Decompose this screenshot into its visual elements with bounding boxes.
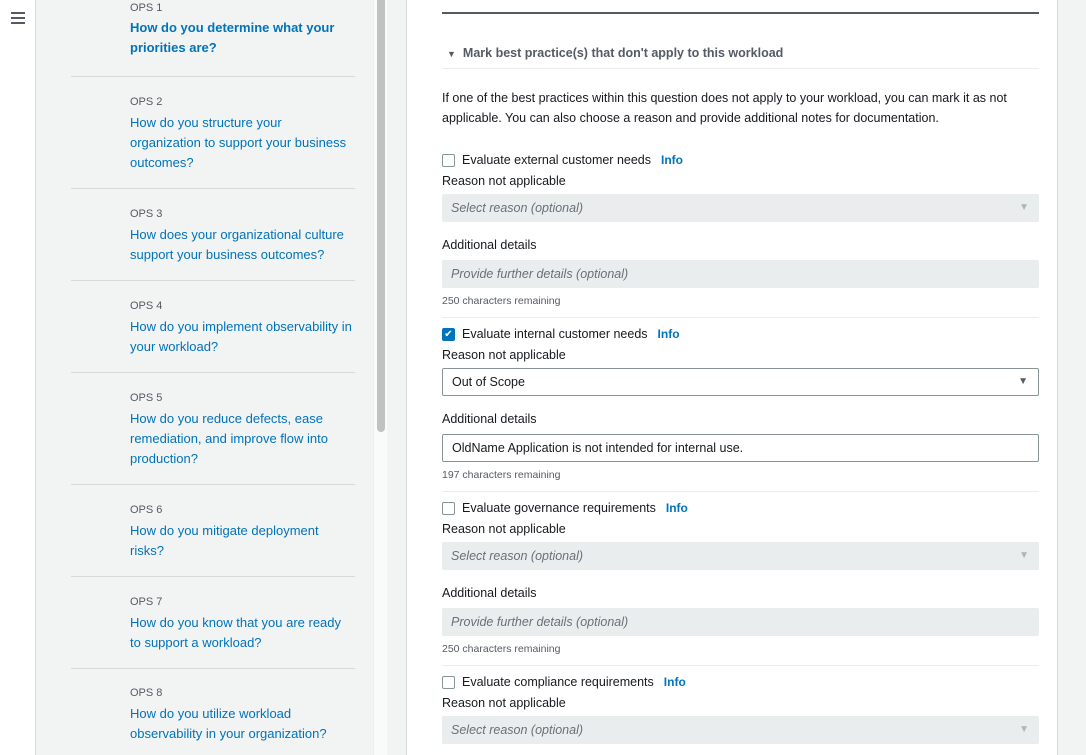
input-placeholder: Provide further details (optional)	[451, 267, 629, 281]
caret-down-icon: ▼	[1019, 550, 1029, 561]
practice-internal-customer-needs	[442, 324, 1039, 492]
details-input[interactable]	[442, 608, 1039, 636]
select-value: Select reason (optional)	[451, 549, 584, 563]
question-link[interactable]: How does your organizational culture support your business outcomes?	[130, 227, 344, 262]
checkbox-checked[interactable]: ✔	[442, 328, 455, 341]
nav-item-ops2[interactable]	[71, 77, 355, 189]
caret-down-icon: ▼	[1019, 724, 1029, 735]
nav-item-ops6[interactable]	[71, 485, 355, 577]
details-label: Additional details	[442, 238, 537, 252]
info-link[interactable]: Info	[663, 675, 686, 689]
reason-label: Reason not applicable	[442, 348, 566, 362]
menu-icon[interactable]	[11, 12, 25, 24]
question-number: OPS 3	[130, 208, 163, 220]
select-value: Select reason (optional)	[451, 723, 584, 737]
question-link[interactable]: How do you determine what your priorities are?	[130, 20, 335, 55]
reason-select[interactable]	[442, 194, 1039, 222]
expander-label: Mark best practice(s) that don't apply to this workload	[462, 46, 784, 60]
question-number: OPS 2	[130, 96, 163, 108]
description: If one of the best practices within this question does not apply to your workload, you can mark it as not applicable. You can also choose a reason and provide additional notes for documentation.	[442, 91, 1007, 125]
divider	[442, 484, 1039, 492]
nav-item-ops1[interactable]	[71, 0, 355, 77]
nav-item-ops8[interactable]	[71, 669, 355, 755]
question-link[interactable]: How do you reduce defects, ease remediation, and improve flow into production?	[130, 411, 328, 466]
practice-label: Evaluate external customer needs	[462, 153, 651, 167]
chars-remaining: 250 characters remaining	[442, 295, 561, 307]
practice-label: Evaluate compliance requirements	[462, 675, 654, 689]
question-number: OPS 1	[130, 2, 163, 14]
info-link[interactable]: Info	[657, 327, 680, 341]
main-panel	[407, 0, 1058, 755]
checkbox[interactable]	[442, 154, 455, 167]
nav-item-ops4[interactable]	[71, 281, 355, 373]
nav-item-ops5[interactable]	[71, 373, 355, 485]
caret-down-icon: ▼	[447, 49, 456, 59]
chars-remaining: 197 characters remaining	[442, 469, 561, 481]
info-link[interactable]: Info	[665, 501, 688, 515]
checkbox[interactable]	[442, 676, 455, 689]
reason-label: Reason not applicable	[442, 522, 566, 536]
practice-governance-requirements	[442, 498, 1039, 666]
nav-item-ops7[interactable]	[71, 577, 355, 669]
question-link[interactable]: How do you structure your organization to support your business outcomes?	[130, 115, 347, 170]
question-number: OPS 8	[130, 687, 163, 699]
practice-label: Evaluate governance requirements	[462, 501, 656, 515]
select-value: Out of Scope	[452, 375, 525, 389]
reason-select[interactable]	[442, 368, 1039, 396]
reason-label: Reason not applicable	[442, 174, 566, 188]
question-link[interactable]: How do you implement observability in your workload?	[130, 319, 352, 354]
reason-select[interactable]	[442, 716, 1039, 744]
practice-external-customer-needs	[442, 150, 1039, 318]
practice-compliance-requirements	[442, 672, 1039, 744]
right-background	[1058, 0, 1086, 755]
question-number: OPS 7	[130, 596, 163, 608]
details-input[interactable]	[442, 260, 1039, 288]
details-input[interactable]	[442, 434, 1039, 462]
divider	[442, 12, 1039, 14]
reason-label: Reason not applicable	[442, 696, 566, 710]
select-value: Select reason (optional)	[451, 201, 584, 215]
question-link[interactable]: How do you know that you are ready to support a workload?	[130, 615, 342, 650]
chars-remaining: 250 characters remaining	[442, 643, 561, 655]
gutter	[387, 0, 407, 755]
details-label: Additional details	[442, 586, 537, 600]
nav-item-ops3[interactable]	[71, 189, 355, 281]
side-rail	[0, 0, 36, 755]
question-number: OPS 5	[130, 392, 163, 404]
question-number: OPS 6	[130, 504, 163, 516]
question-number: OPS 4	[130, 300, 163, 312]
caret-down-icon: ▼	[1018, 376, 1028, 387]
details-label: Additional details	[442, 412, 537, 426]
question-link[interactable]: How do you mitigate deployment risks?	[130, 523, 319, 558]
not-applicable-expander[interactable]	[442, 46, 1039, 69]
reason-select[interactable]	[442, 542, 1039, 570]
input-placeholder: Provide further details (optional)	[451, 615, 629, 629]
question-link[interactable]: How do you utilize workload observability in your organization?	[130, 706, 327, 741]
question-nav	[37, 0, 373, 755]
divider	[442, 310, 1039, 318]
divider	[442, 658, 1039, 666]
checkbox[interactable]	[442, 502, 455, 515]
caret-down-icon: ▼	[1019, 202, 1029, 213]
input-value: OldName Application is not intended for internal use.	[452, 441, 744, 455]
info-link[interactable]: Info	[661, 153, 683, 167]
scrollbar-thumb[interactable]	[377, 0, 385, 432]
practice-label: Evaluate internal customer needs	[462, 327, 648, 341]
